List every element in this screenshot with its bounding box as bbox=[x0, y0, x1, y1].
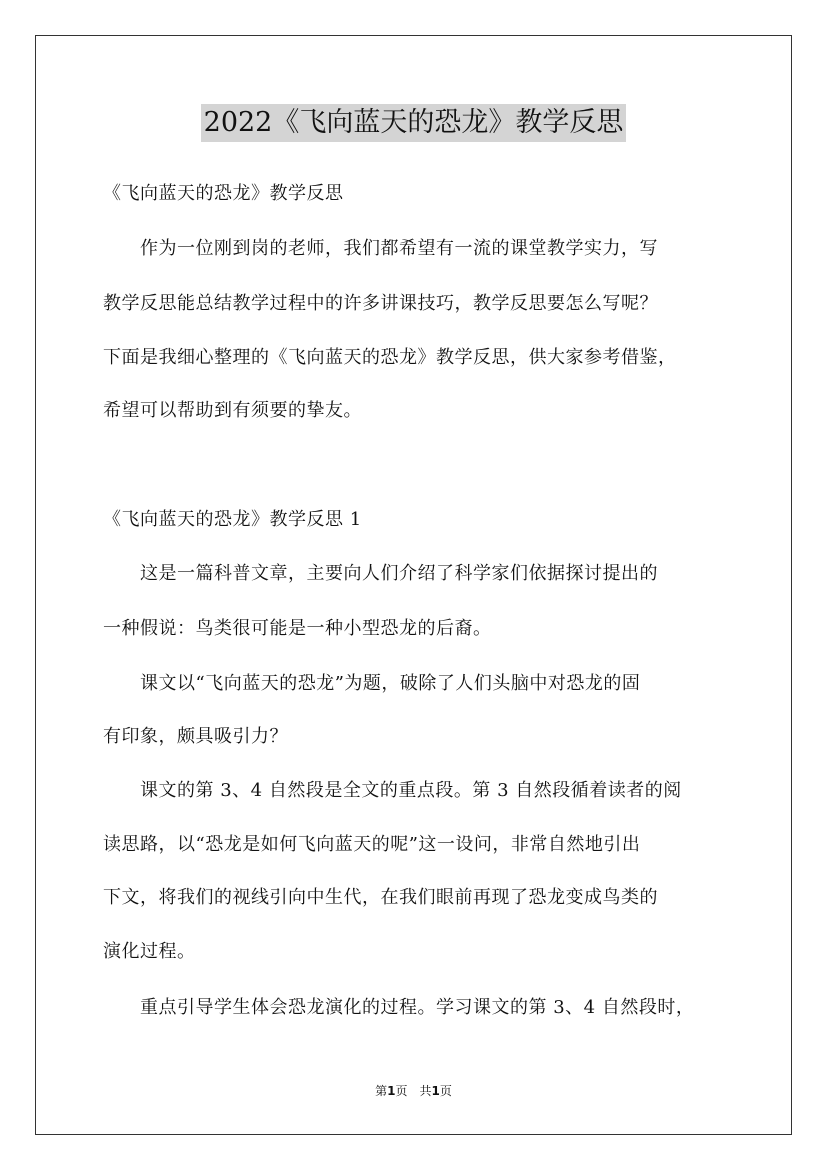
title-container bbox=[0, 104, 827, 142]
footer-prefix: 第 bbox=[375, 1084, 388, 1098]
paragraph-line: 教学反思能总结教学过程中的许多讲课技巧，教学反思要怎么写呢？ bbox=[103, 293, 658, 314]
paragraph-line: 有印象，颇具吸引力？ bbox=[103, 726, 288, 747]
page-footer bbox=[0, 1083, 827, 1099]
footer-page-total: 1 bbox=[431, 1084, 440, 1098]
footer-suffix: 页 bbox=[439, 1084, 452, 1098]
footer-page-current: 1 bbox=[387, 1084, 396, 1098]
subtitle-line: 《飞向蓝天的恐龙》教学反思 bbox=[103, 183, 344, 204]
paragraph-line: 读思路，以“恐龙是如何飞向蓝天的呢”这一设问，非常自然地引出 bbox=[103, 834, 641, 855]
paragraph-line: 重点引导学生体会恐龙演化的过程。学习课文的第 3、4 自然段时， bbox=[103, 997, 695, 1018]
footer-mid: 页 共 bbox=[395, 1084, 432, 1098]
paragraph-line: 作为一位刚到岗的老师，我们都希望有一流的课堂教学实力，写 bbox=[103, 238, 658, 259]
section-heading: 《飞向蓝天的恐龙》教学反思 1 bbox=[103, 509, 362, 530]
paragraph-line: 下文，将我们的视线引向中生代，在我们眼前再现了恐龙变成鸟类的 bbox=[103, 887, 658, 908]
paragraph-line: 课文的第 3、4 自然段是全文的重点段。第 3 自然段循着读者的阅 bbox=[103, 780, 682, 801]
paragraph-line: 这是一篇科普文章，主要向人们介绍了科学家们依据探讨提出的 bbox=[103, 563, 658, 584]
paragraph-line: 下面是我细心整理的《飞向蓝天的恐龙》教学反思，供大家参考借鉴， bbox=[103, 347, 677, 368]
paragraph-line: 演化过程。 bbox=[103, 941, 196, 962]
paragraph-line: 希望可以帮助到有须要的挚友。 bbox=[103, 400, 362, 421]
paragraph-line: 课文以“飞向蓝天的恐龙”为题，破除了人们头脑中对恐龙的固 bbox=[103, 673, 641, 694]
document-title: 2022《飞向蓝天的恐龙》教学反思 bbox=[201, 104, 627, 142]
paragraph-line: 一种假说：鸟类很可能是一种小型恐龙的后裔。 bbox=[103, 618, 492, 639]
